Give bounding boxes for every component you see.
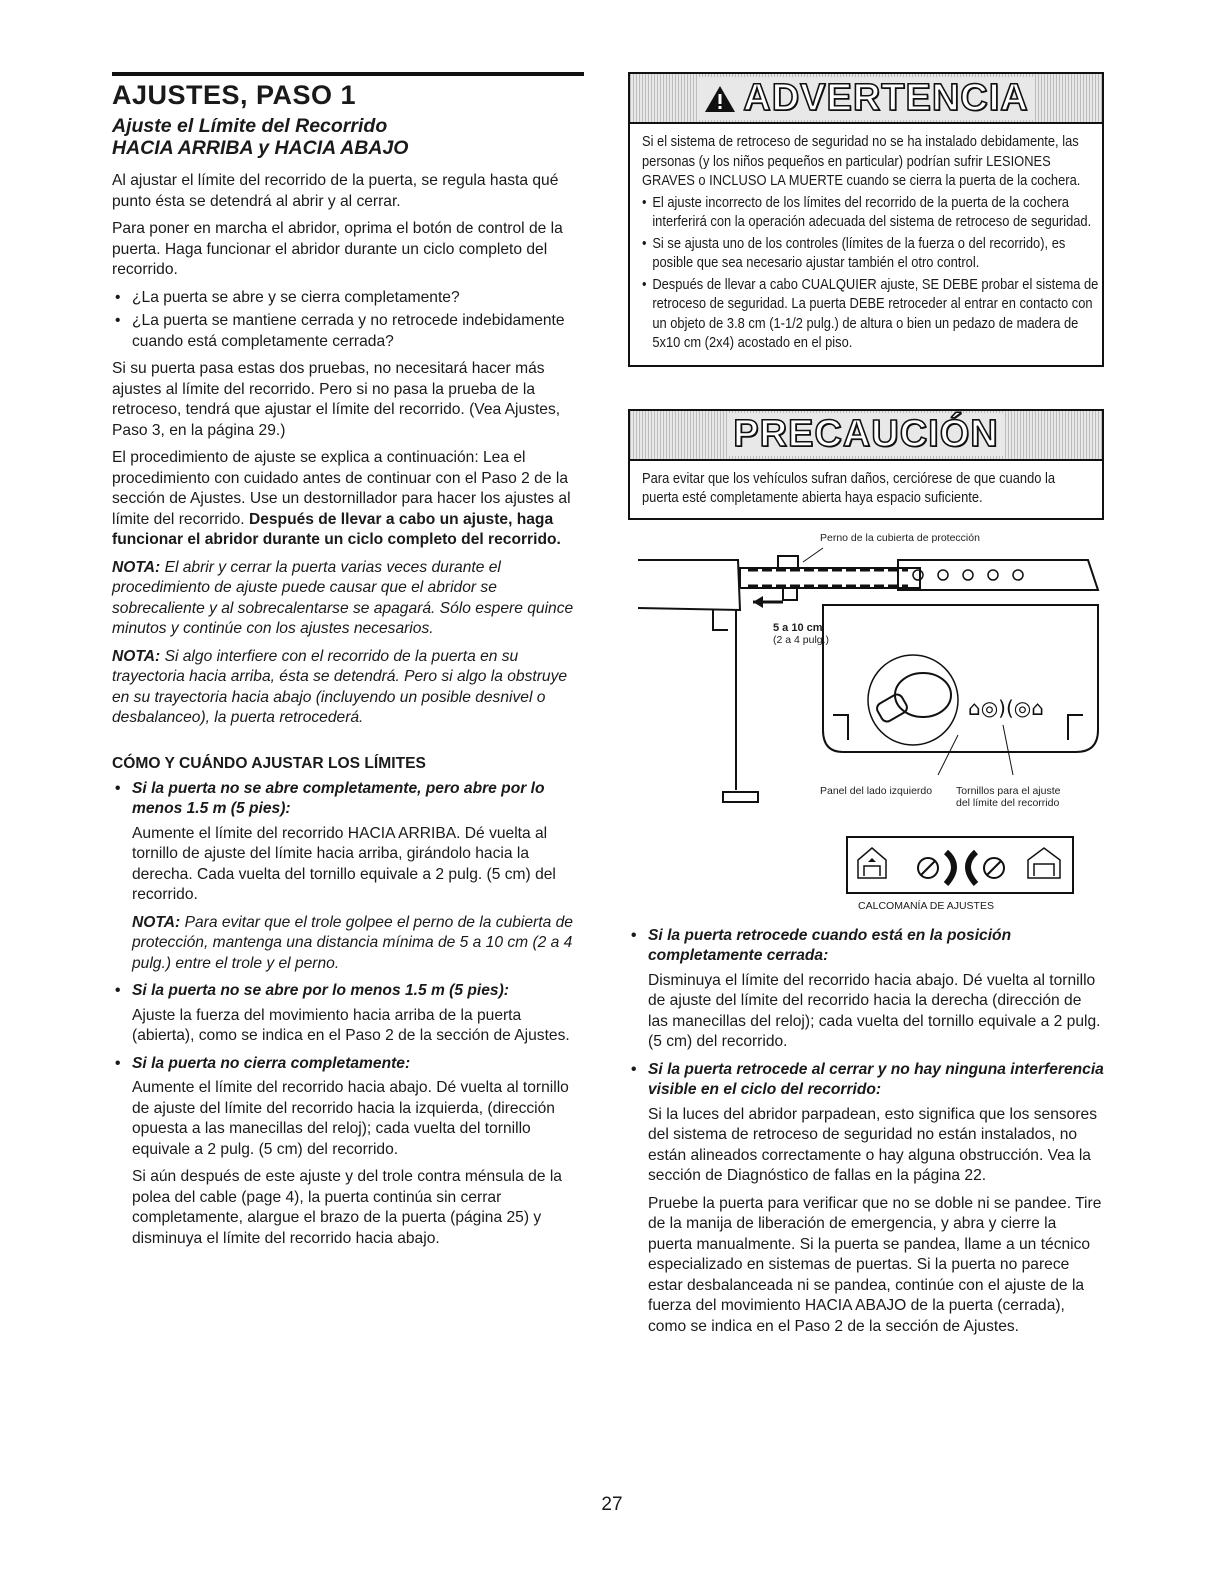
case-reverses-closed xyxy=(628,926,1104,1053)
warning-banner xyxy=(630,74,1102,124)
adjustment-decal xyxy=(846,836,1074,894)
list-item: • El ajuste incorrecto de los límites del recorrido de la puerta de la cochera interferirá con la operación adecuada del sistema de retroceso de seguridad. xyxy=(642,193,1100,232)
case-body: Si la luces del abridor parpadean, esto significa que los sensores del sistema de retroceso de seguridad no están instalados, no están alineados correctamente o hay alguna obstrucción. Vea la sección de Diagnóstico de fallas en la página 22. xyxy=(648,1105,1098,1184)
warning-box xyxy=(628,72,1104,367)
decal-symbols xyxy=(848,838,1072,892)
right-column xyxy=(628,72,1104,1344)
case-heading: • Si la puerta no se abre completamente, pero abre por lo menos 1.5 m (5 pies): xyxy=(112,779,584,820)
caution-box xyxy=(628,409,1104,520)
list-item: • ¿La puerta se abre y se cierra completamente? xyxy=(112,288,584,309)
note-text: El abrir y cerrar la puerta varias veces durante el procedimiento de ajuste puede causar que el abridor se sobrecaliente y al sobrecalentarse se apagará. Sólo espere quince minutos y continúe con los ajustes necesarios. xyxy=(112,558,574,637)
case-body: Pruebe la puerta para verificar que no se doble ni se pandee. Tire de la manija de liberación de emergencia, y abra y cierre la puerta manualmente. Si la puerta se pandea, llame a un técnico especializado en sistemas de puertas. Si la puerta no parece estar desbalanceada ni se pandea, continúe con el ajuste de la fuerza del movimiento HACIA ABAJO de la puerta (cerrada), como se indica en el Paso 2 de la sección de Ajustes. xyxy=(648,1194,1102,1335)
note-text: Si algo interfiere con el recorrido de la puerta en su trayectoria hacia arriba, ésta se detendrá. Pero si algo la obstruye en su trayectoria hacia abajo (incluyendo un posible desnivel o desbalanceo), la puerta retrocederá. xyxy=(112,647,568,726)
subtitle-line-1: Ajuste el Límite del Recorrido xyxy=(112,115,388,137)
operate-paragraph: Para poner en marcha el abridor, oprima el botón de control de la puerta. Haga funcionar el abridor durante un ciclo completo del recorrido. xyxy=(112,220,563,278)
case-body: Aumente el límite del recorrido hacia abajo. Dé vuelta al tornillo de ajuste del límite del recorrido hacia la izquierda, (dirección opuesta a las manecillas del reloj); cada vuelta del tornillo equivale a 2 pulg. (5 cm) del recorrido. xyxy=(132,1079,569,1158)
case-not-open-min xyxy=(112,981,584,1047)
section-subtitle xyxy=(112,115,584,159)
case-heading: • Si la puerta retrocede cuando está en la posición completamente cerrada: xyxy=(628,926,1104,967)
warning-paragraph: Si el sistema de retroceso de seguridad no se ha instalado debidamente, las personas (y los niños pequeños en particular) podrían sufrir LESIONES GRAVES o INCLUSO LA MUERTE cuando se cierra la puerta de la cochera. xyxy=(642,133,1081,189)
intro-paragraph: Al ajustar el límite del recorrido de la puerta, se regula hasta qué punto ésta se detendrá al abrir y al cerrar. xyxy=(112,172,559,210)
panel-label: Panel del lado izquierdo xyxy=(820,784,933,797)
case-heading: • Si la puerta no cierra completamente: xyxy=(112,1054,584,1075)
case-body: Disminuya el límite del recorrido hacia abajo. Dé vuelta al tornillo de ajuste del límite del recorrido hacia la derecha (dirección de las manecillas del reloj); cada vuelta del tornillo equivale a 2 pulg. (5 cm) del recorrido. xyxy=(648,971,1101,1050)
tests-paragraph: Si su puerta pasa estas dos pruebas, no necesitará hacer más ajustes al límite del recorrido. Pero si no pasa la prueba de la retroceso, tendrá que ajustar el límite del recorrido. (Vea Ajustes, Paso 3, en la página 29.) xyxy=(112,360,561,439)
distance-label: 5 a 10 cm xyxy=(773,621,823,634)
case-body: Ajuste la fuerza del movimiento hacia arriba de la puerta (abierta), como se indica en el Paso 2 de la sección de Ajustes. xyxy=(132,1006,570,1044)
warning-title: ADVERTENCIA xyxy=(697,77,1034,120)
note-overheat xyxy=(112,558,584,640)
caution-paragraph: Para evitar que los vehículos sufran daños, cerciórese de que cuando la puerta esté completamente abierta haya espacio suficiente. xyxy=(642,469,1056,506)
case-body: Aumente el límite del recorrido HACIA ARRIBA. Dé vuelta al tornillo de ajuste del límite hacia arriba, girándolo hacia la derecha. Cada vuelta del tornillo equivale a 2 pulg. (5 cm) del recorrido. xyxy=(132,824,556,903)
distance-inches-label: (2 a 4 pulg.) xyxy=(773,633,830,646)
subtitle-line-2: HACIA ARRIBA y HACIA ABAJO xyxy=(112,137,409,159)
title-rule xyxy=(112,72,584,76)
warning-triangle-icon xyxy=(703,84,737,114)
page-number: 27 xyxy=(601,1494,623,1515)
list-item: • ¿La puerta se mantiene cerrada y no retrocede indebidamente cuando está completamente cerrada? xyxy=(112,311,584,352)
test-questions xyxy=(112,288,584,353)
list-item: • Si se ajusta uno de los controles (límites de la fuerza o del recorrido), es posible que sea necesario ajustar también el otro control. xyxy=(642,234,1100,273)
case-heading: • Si la puerta no se abre por lo menos 1.5 m (5 pies): xyxy=(112,981,584,1002)
procedure-text: El procedimiento de ajuste se explica a continuación: Lea el procedimiento con cuidado antes de continuar con el Paso 2 de la sección de Ajustes. Use un destornillador para hacer los ajustes al límite del recorrido. xyxy=(112,449,571,528)
how-when-heading: CÓMO Y CUÁNDO AJUSTAR LOS LÍMITES xyxy=(112,754,426,772)
note-label: NOTA: xyxy=(132,913,181,931)
warning-text xyxy=(630,124,1102,365)
screws-label: Tornillos para el ajuste del límite del recorrido xyxy=(956,784,1061,809)
case-reverses-no-interference xyxy=(628,1060,1104,1338)
case-not-close xyxy=(112,1054,584,1250)
case-body: Si aún después de este ajuste y del trole contra ménsula de la polea del cable (page 4), la puerta continúa sin cerrar completamente, alargue el brazo de la puerta (página 25) y disminuya el límite del recorrido hacia abajo. xyxy=(132,1168,562,1247)
note-label: NOTA: xyxy=(112,647,161,665)
procedure-bold-text: Después de llevar a cabo un ajuste, haga funcionar el abridor durante un ciclo completo del recorrido. xyxy=(112,510,561,548)
procedure-paragraph xyxy=(112,448,584,551)
note-interference xyxy=(112,647,584,729)
case-not-fully-open xyxy=(112,779,584,975)
opener-figure xyxy=(628,530,1104,830)
caution-banner xyxy=(630,411,1102,461)
decal-caption: CALCOMANÍA DE AJUSTES xyxy=(858,899,994,912)
caution-text xyxy=(630,461,1102,518)
note-text: Para evitar que el trole golpee el perno de la cubierta de protección, mantenga una distancia mínima de 5 a 10 cm (2 a 4 pulg.) entre el trole y el perno. xyxy=(132,913,573,972)
page-title: AJUSTES, PASO 1 xyxy=(112,80,357,110)
left-column xyxy=(112,72,584,1256)
note-trolley xyxy=(132,913,584,975)
caution-title: PRECAUCIÓN xyxy=(727,413,1004,456)
svg-text:⌂◎)(◎⌂: ⌂◎)(◎⌂ xyxy=(968,695,1044,720)
case-heading: • Si la puerta retrocede al cerrar y no hay ninguna interferencia visible en el ciclo del recorrido: xyxy=(628,1060,1104,1101)
list-item: • Después de llevar a cabo CUALQUIER ajuste, SE DEBE probar el sistema de retroceso de seguridad. La puerta DEBE retroceder al entrar en contacto con un objeto de 3.8 cm (1-1/2 pulg.) de altura o bien un pedazo de madera de 5x10 cm (2x4) acostado en el piso. xyxy=(642,275,1100,353)
note-label: NOTA: xyxy=(112,558,161,576)
bolt-label: Perno de la cubierta de protección xyxy=(820,531,980,544)
